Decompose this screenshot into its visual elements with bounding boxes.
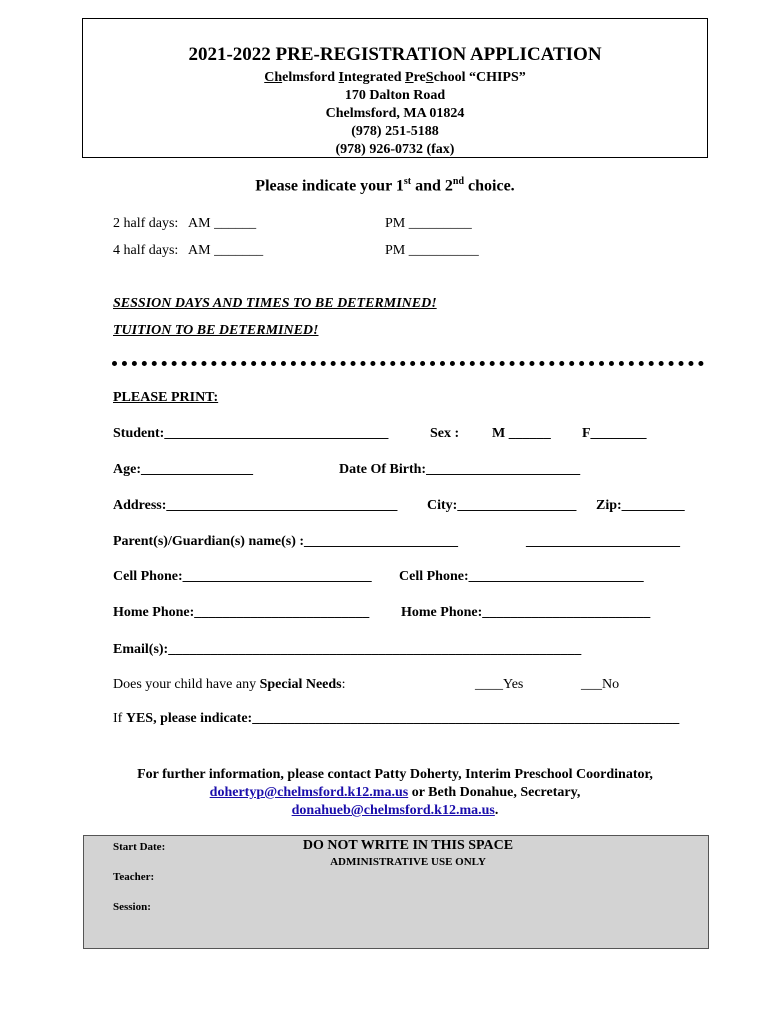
student-field[interactable]: Student:________________________________ <box>113 426 389 441</box>
email-field[interactable]: Email(s):___________________________________________________________ <box>113 642 582 657</box>
four-half-days-pm[interactable]: PM __________ <box>385 243 479 258</box>
special-needs-no[interactable]: ___No <box>581 677 620 692</box>
contact-line-2: dohertyp@chelmsford.k12.ma.us or Beth Donahue, Secretary, <box>209 785 581 800</box>
dotted-divider <box>112 361 704 366</box>
city-field[interactable]: City:_________________ <box>427 498 577 513</box>
admin-title: DO NOT WRITE IN THIS SPACE <box>302 838 514 853</box>
cell-phone-field-2[interactable]: Cell Phone:_________________________ <box>399 569 644 584</box>
sex-f-field[interactable]: F________ <box>582 426 647 441</box>
two-half-days-pm[interactable]: PM _________ <box>385 216 472 231</box>
sex-label: Sex : <box>430 426 460 441</box>
home-phone-field-1[interactable]: Home Phone:_________________________ <box>113 605 370 620</box>
form-title: 2021-2022 PRE-REGISTRATION APPLICATION <box>188 44 602 65</box>
teacher-label: Teacher: <box>113 871 155 883</box>
age-field[interactable]: Age:________________ <box>113 462 253 477</box>
guardian-field-2[interactable]: ______________________ <box>526 534 680 549</box>
special-needs-question: Does your child have any Special Needs: <box>113 677 346 692</box>
address-field[interactable]: Address:_________________________________ <box>113 498 398 513</box>
coordinator-email-link[interactable]: dohertyp@chelmsford.k12.ma.us <box>209 785 409 800</box>
school-fax: (978) 926-0732 (fax) <box>335 142 455 157</box>
two-half-days-am[interactable]: 2 half days: AM ______ <box>113 216 257 231</box>
admin-subtitle: ADMINISTRATIVE USE ONLY <box>330 856 486 868</box>
choice-heading: Please indicate your 1st and 2nd choice. <box>255 176 515 195</box>
session-label: Session: <box>113 901 151 913</box>
contact-line-3: donahueb@chelmsford.k12.ma.us. <box>291 803 499 818</box>
school-name: Chelmsford Integrated PreSchool “CHIPS” <box>264 70 526 85</box>
school-address: 170 Dalton Road <box>344 88 446 103</box>
home-phone-field-2[interactable]: Home Phone:________________________ <box>401 605 651 620</box>
guardian-field[interactable]: Parent(s)/Guardian(s) name(s) :______________________ <box>113 534 459 549</box>
contact-line-1: For further information, please contact Patty Doherty, Interim Preschool Coordinator, <box>137 767 653 782</box>
sex-m-field[interactable]: M ______ <box>492 426 551 441</box>
special-needs-indicate[interactable]: If YES, please indicate:_____________________________________________________________ <box>113 711 680 726</box>
zip-field[interactable]: Zip:_________ <box>596 498 685 513</box>
school-city: Chelmsford, MA 01824 <box>325 106 465 121</box>
four-half-days-am[interactable]: 4 half days: AM _______ <box>113 243 264 258</box>
special-needs-yes[interactable]: ____Yes <box>475 677 524 692</box>
school-phone: (978) 251-5188 <box>351 124 439 139</box>
dob-field[interactable]: Date Of Birth:______________________ <box>339 462 581 477</box>
tuition-notice: TUITION TO BE DETERMINED! <box>113 323 319 338</box>
cell-phone-field-1[interactable]: Cell Phone:___________________________ <box>113 569 372 584</box>
secretary-email-link[interactable]: donahueb@chelmsford.k12.ma.us <box>291 803 495 818</box>
start-date-label: Start Date: <box>113 841 166 853</box>
please-print-label: PLEASE PRINT: <box>113 390 219 405</box>
session-notice: SESSION DAYS AND TIMES TO BE DETERMINED! <box>113 296 437 311</box>
